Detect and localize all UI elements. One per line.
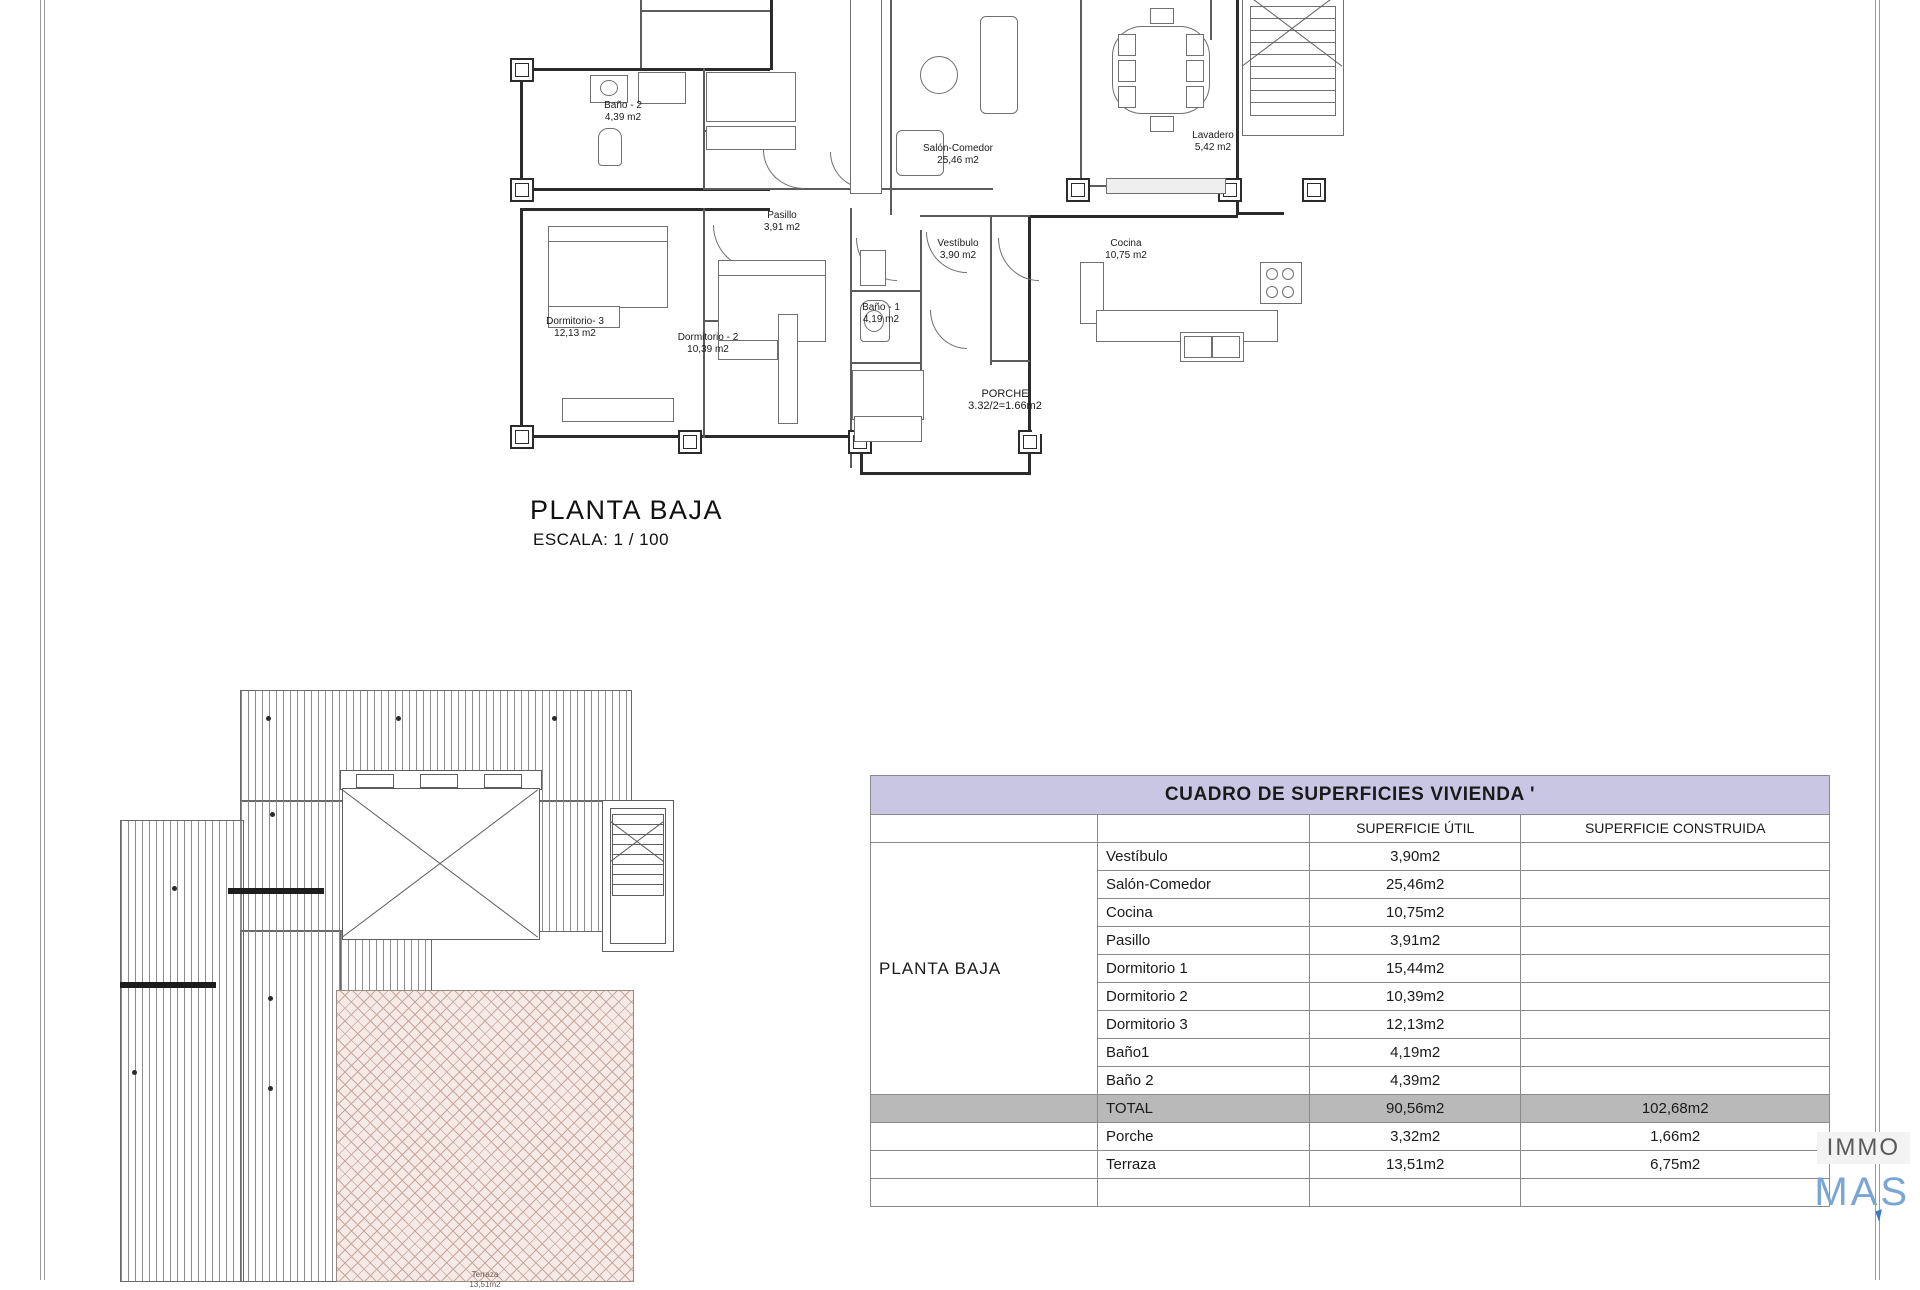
table-row — [871, 1151, 1830, 1179]
construida-value — [1521, 1067, 1830, 1095]
room-name: Dormitorio 1 — [1098, 955, 1310, 983]
room-label: Dormitorio- 3 12,13 m2 — [546, 316, 604, 339]
room-name: Dormitorio 2 — [1098, 983, 1310, 1011]
construida-value — [1521, 899, 1830, 927]
room-name: Porche — [1098, 1123, 1310, 1151]
surface-table — [870, 775, 1830, 1207]
plan-title: PLANTA BAJA — [530, 495, 724, 525]
room-label: PORCHE 3.32/2=1.66m2 — [968, 388, 1042, 412]
terrace-area — [336, 990, 634, 1282]
construida-value — [1521, 871, 1830, 899]
empty-cell-8 — [1310, 1179, 1521, 1207]
util-value: 10,39m2 — [1310, 983, 1521, 1011]
room-label: Lavadero 5,42 m2 — [1192, 130, 1234, 153]
util-value: 25,46m2 — [1310, 871, 1521, 899]
empty-cell — [871, 815, 1098, 843]
table-row-blank — [871, 1179, 1830, 1207]
empty-cell-2 — [1098, 815, 1310, 843]
construida-value — [1521, 1011, 1830, 1039]
util-value: 3,32m2 — [1310, 1123, 1521, 1151]
construida-value — [1521, 927, 1830, 955]
plan-scale: ESCALA: 1 / 100 — [533, 530, 670, 549]
construida-value: 1,66m2 — [1521, 1123, 1830, 1151]
total-util: 90,56m2 — [1310, 1095, 1521, 1123]
room-label: Baño - 2 4,39 m2 — [604, 100, 642, 123]
table-header-row — [871, 776, 1830, 815]
watermark-mas: MAS — [1814, 1170, 1910, 1214]
total-label: TOTAL — [1098, 1095, 1310, 1123]
room-name: Dormitorio 3 — [1098, 1011, 1310, 1039]
table-title: CUADRO DE SUPERFICIES VIVIENDA ' — [871, 776, 1830, 815]
roof-plan — [120, 690, 760, 1290]
empty-cell-3 — [871, 1095, 1098, 1123]
construida-value — [1521, 1039, 1830, 1067]
empty-cell-7 — [1098, 1179, 1310, 1207]
empty-cell-6 — [871, 1179, 1098, 1207]
watermark-immo: IMMO — [1817, 1132, 1910, 1164]
sheet-border-left-inner — [44, 0, 45, 1280]
util-value: 3,90m2 — [1310, 843, 1521, 871]
floor-label: PLANTA BAJA — [871, 843, 1098, 1095]
construida-value — [1521, 983, 1830, 1011]
room-name: Pasillo — [1098, 927, 1310, 955]
room-name: Salón-Comedor — [1098, 871, 1310, 899]
room-name: Baño1 — [1098, 1039, 1310, 1067]
room-label: Salón-Comedor 25,46 m2 — [922, 143, 994, 166]
empty-cell-4 — [871, 1123, 1098, 1151]
construida-value — [1521, 843, 1830, 871]
col-header-util: SUPERFICIE ÚTIL — [1310, 815, 1521, 843]
sheet-border-right-inner — [1875, 0, 1876, 1280]
table-subheader-row — [871, 815, 1830, 843]
util-value: 4,19m2 — [1310, 1039, 1521, 1067]
construida-value: 6,75m2 — [1521, 1151, 1830, 1179]
table-row — [871, 843, 1830, 871]
util-value: 4,39m2 — [1310, 1067, 1521, 1095]
util-value: 3,91m2 — [1310, 927, 1521, 955]
util-value: 13,51m2 — [1310, 1151, 1521, 1179]
total-construida: 102,68m2 — [1521, 1095, 1830, 1123]
watermark — [1720, 1132, 1910, 1228]
util-value: 12,13m2 — [1310, 1011, 1521, 1039]
sheet-border-right — [1879, 0, 1880, 1280]
construida-value — [1521, 955, 1830, 983]
room-label: Cocina 10,75 m2 — [1105, 238, 1147, 261]
room-label: Pasillo 3,91 m2 — [763, 210, 801, 233]
util-value: 15,44m2 — [1310, 955, 1521, 983]
table-total-row — [871, 1095, 1830, 1123]
room-label: Dormitorio - 2 10,39 m2 — [677, 332, 739, 355]
col-header-construida: SUPERFICIE CONSTRUIDA — [1521, 815, 1830, 843]
table-row — [871, 1123, 1830, 1151]
terrace-label: Terraza 13,51m2 — [469, 1270, 501, 1289]
room-label: Baño - 1 4,19 m2 — [862, 302, 900, 325]
util-value: 10,75m2 — [1310, 899, 1521, 927]
ground-floor-plan — [520, 0, 1580, 580]
room-name: Cocina — [1098, 899, 1310, 927]
sheet-border-left — [40, 0, 41, 1280]
room-name: Vestíbulo — [1098, 843, 1310, 871]
room-name: Terraza — [1098, 1151, 1310, 1179]
room-name: Baño 2 — [1098, 1067, 1310, 1095]
room-label: Vestíbulo 3,90 m2 — [937, 238, 979, 261]
empty-cell-5 — [871, 1151, 1098, 1179]
